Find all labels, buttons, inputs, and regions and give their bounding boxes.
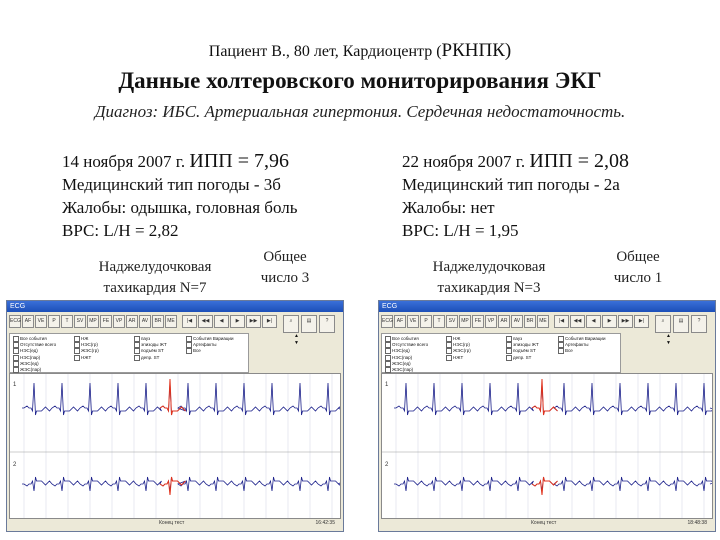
up-arrow-icon[interactable]: ▲	[294, 333, 299, 339]
toolbar-button-p[interactable]: P	[48, 315, 60, 328]
filter-checkbox[interactable]: ЖЭС(пар)	[385, 367, 428, 373]
lead-1-label: 1	[385, 382, 389, 388]
lead-2-label: 2	[13, 462, 17, 468]
toolbar-button-p[interactable]: P	[420, 315, 432, 328]
toolbar-button-fe[interactable]: FE	[472, 315, 484, 328]
status-bar	[381, 519, 711, 528]
toolbar-button-vp[interactable]: VP	[485, 315, 497, 328]
filter-checkbox[interactable]: НЭС(пар)	[385, 355, 428, 361]
next-fast-button[interactable]: ▶▶	[246, 315, 261, 328]
right-tools	[283, 315, 335, 333]
filter-checkbox[interactable]: эпизоды ЖТ	[134, 342, 167, 348]
help-icon[interactable]: ?	[691, 315, 707, 333]
record-navigation	[554, 315, 649, 328]
ecg-trace-lead-1	[394, 383, 712, 415]
filter-checkbox[interactable]: НЖ	[74, 336, 99, 342]
status-mid: Конец тест	[159, 520, 185, 526]
filter-checkbox[interactable]: Все	[558, 348, 605, 354]
filter-checkbox[interactable]: НЭС(гр)	[74, 342, 99, 348]
prev-fast-button[interactable]: ◀◀	[198, 315, 213, 328]
filter-checkbox[interactable]: Все события	[13, 336, 56, 342]
left-total-note: Общее число 3	[260, 249, 310, 286]
zoom-icon[interactable]: ⌕	[655, 315, 671, 333]
help-icon[interactable]: ?	[319, 315, 335, 333]
left-complaints: Жалобы: одышка, головная боль	[62, 198, 298, 217]
lead-1-label: 1	[13, 382, 17, 388]
filter-group	[134, 336, 167, 361]
filter-checkbox[interactable]: подъём ST	[506, 348, 539, 354]
zoom-icon[interactable]: ⌕	[283, 315, 299, 333]
filter-checkbox[interactable]: Отсутствие всего	[13, 342, 56, 348]
toolbar-button-me[interactable]: ME	[537, 315, 549, 328]
ecg-trace-lead-1	[22, 383, 340, 415]
highlighted-beat-lead-2	[160, 477, 186, 495]
left-svt-note: Наджелудочковая тахикардия N=7	[98, 259, 212, 296]
filter-group	[446, 336, 471, 361]
last-record-button[interactable]: ▶|	[262, 315, 277, 328]
toolbar-button-ecg[interactable]: ECG	[381, 315, 393, 328]
first-record-button[interactable]: |◀	[182, 315, 197, 328]
filter-group	[74, 336, 99, 361]
window-toolbar	[381, 315, 549, 329]
filter-group	[186, 336, 233, 355]
filter-checkbox[interactable]: депр. ST	[134, 355, 167, 361]
filter-checkbox[interactable]: НЖ	[446, 336, 471, 342]
toolbar-button-me[interactable]: ME	[165, 315, 177, 328]
toolbar-button-sv[interactable]: SV	[74, 315, 86, 328]
right-tools	[655, 315, 707, 333]
down-arrow-icon[interactable]: ▼	[666, 340, 671, 346]
ecg-window-right	[378, 300, 716, 532]
right-date: 22 ноября 2007 г.	[402, 152, 530, 171]
ecg-traces	[10, 374, 340, 518]
last-record-button[interactable]: ▶|	[634, 315, 649, 328]
filter-checkbox[interactable]: ЖЭС(ед)	[13, 361, 56, 367]
toolbar-button-br[interactable]: BR	[524, 315, 536, 328]
next-button[interactable]: ▶	[602, 315, 617, 328]
prev-fast-button[interactable]: ◀◀	[570, 315, 585, 328]
filter-checkbox[interactable]: депр. ST	[506, 355, 539, 361]
right-complaints: Жалобы: нет	[402, 198, 495, 217]
toolbar-button-t[interactable]: T	[61, 315, 73, 328]
page-title: Данные холтеровского мониторирования ЭКГ	[118, 68, 602, 93]
filter-checkbox[interactable]: НЭС(ед)	[385, 348, 428, 354]
ecg-window-left	[6, 300, 344, 532]
toolbar-button-br[interactable]: BR	[152, 315, 164, 328]
side-checkboxes	[666, 333, 671, 347]
filter-checkbox[interactable]: Все	[186, 348, 233, 354]
patient-info: Пациент В., 80 лет, Кардиоцентр (РКНПК)	[208, 40, 512, 61]
right-weather: Медицинский тип погоды - 2а	[402, 175, 620, 194]
window-titlebar: ECG	[7, 301, 343, 312]
filter-checkbox[interactable]: ЖЭС(пар)	[13, 367, 56, 373]
right-total-note: Общее число 1	[613, 249, 663, 286]
prev-button[interactable]: ◀	[586, 315, 601, 328]
event-filter-panel	[9, 333, 249, 373]
status-right: 16:42:35	[315, 520, 335, 526]
filter-checkbox[interactable]: Артефакты	[558, 342, 605, 348]
event-filter-panel	[381, 333, 621, 373]
filter-checkbox[interactable]: пауз	[506, 336, 539, 342]
toolbar-button-vp[interactable]: VP	[113, 315, 125, 328]
left-study-block	[62, 150, 297, 242]
toolbar-button-sv[interactable]: SV	[446, 315, 458, 328]
first-record-button[interactable]: |◀	[554, 315, 569, 328]
toolbar-button-av[interactable]: AV	[511, 315, 523, 328]
toolbar-button-av[interactable]: AV	[139, 315, 151, 328]
ecg-traces	[382, 374, 712, 518]
diagnosis: Диагноз: ИБС. Артериальная гипертония. Сердечная недостаточность.	[94, 102, 626, 121]
ecg-plot	[381, 373, 713, 519]
filter-checkbox[interactable]: ЖЭС(гр)	[74, 348, 99, 354]
filter-checkbox[interactable]: События Вариации	[558, 336, 605, 342]
toolbar-button-mp[interactable]: MP	[459, 315, 471, 328]
filter-checkbox[interactable]: НЭС(пар)	[13, 355, 56, 361]
filter-checkbox[interactable]: События Вариации	[186, 336, 233, 342]
filter-group	[13, 336, 56, 373]
toolbar-button-fe[interactable]: FE	[100, 315, 112, 328]
status-mid: Конец тест	[531, 520, 557, 526]
ruler-icon[interactable]: ▤	[301, 315, 317, 333]
side-checkboxes	[294, 333, 299, 347]
filter-group	[385, 336, 428, 373]
filter-checkbox[interactable]: НЖТ	[446, 355, 471, 361]
up-arrow-icon[interactable]: ▲	[666, 333, 671, 339]
toolbar-button-mp[interactable]: MP	[87, 315, 99, 328]
filter-checkbox[interactable]: НЭС(ед)	[13, 348, 56, 354]
left-vrs: ВРС: L/H = 2,82	[62, 221, 179, 240]
lead-2-label: 2	[385, 462, 389, 468]
filter-checkbox[interactable]: Отсутствие всего	[385, 342, 428, 348]
highlighted-beat-lead-1	[532, 379, 558, 415]
filter-group	[558, 336, 605, 355]
toolbar-button-ve[interactable]: VE	[35, 315, 47, 328]
filter-checkbox[interactable]: Артефакты	[186, 342, 233, 348]
toolbar-button-t[interactable]: T	[433, 315, 445, 328]
ruler-icon[interactable]: ▤	[673, 315, 689, 333]
toolbar-button-ecg[interactable]: ECG	[9, 315, 21, 328]
toolbar-button-ar[interactable]: AR	[498, 315, 510, 328]
next-button[interactable]: ▶	[230, 315, 245, 328]
right-study-block	[402, 150, 629, 242]
highlighted-beat-lead-2	[532, 477, 558, 495]
status-bar	[9, 519, 339, 528]
record-navigation	[182, 315, 277, 328]
down-arrow-icon[interactable]: ▼	[294, 340, 299, 346]
left-date: 14 ноября 2007 г.	[62, 152, 190, 171]
filter-checkbox[interactable]: Все события	[385, 336, 428, 342]
filter-checkbox[interactable]: пауз	[134, 336, 167, 342]
filter-checkbox[interactable]: эпизоды ЖТ	[506, 342, 539, 348]
right-ipp: ИПП = 2,08	[529, 150, 629, 172]
window-toolbar	[9, 315, 177, 329]
left-ipp: ИПП = 7,96	[189, 150, 289, 172]
toolbar-button-af[interactable]: AF	[394, 315, 406, 328]
filter-checkbox[interactable]: ЖЭС(ед)	[385, 361, 428, 367]
toolbar-button-ar[interactable]: AR	[126, 315, 138, 328]
filter-checkbox[interactable]: НЭС(гр)	[446, 342, 471, 348]
right-vrs: ВРС: L/H = 1,95	[402, 221, 519, 240]
left-weather: Медицинский тип погоды - 3б	[62, 175, 281, 194]
toolbar-button-af[interactable]: AF	[22, 315, 34, 328]
right-svt-note: Наджелудочковая тахикардия N=3	[432, 259, 546, 296]
status-right: 18:48:38	[687, 520, 707, 526]
toolbar-button-ve[interactable]: VE	[407, 315, 419, 328]
filter-checkbox[interactable]: ЖЭС(гр)	[446, 348, 471, 354]
filter-checkbox[interactable]: подъём ST	[134, 348, 167, 354]
filter-group	[506, 336, 539, 361]
filter-checkbox[interactable]: НЖТ	[74, 355, 99, 361]
next-fast-button[interactable]: ▶▶	[618, 315, 633, 328]
window-titlebar: ECG	[379, 301, 715, 312]
ecg-plot	[9, 373, 341, 519]
prev-button[interactable]: ◀	[214, 315, 229, 328]
